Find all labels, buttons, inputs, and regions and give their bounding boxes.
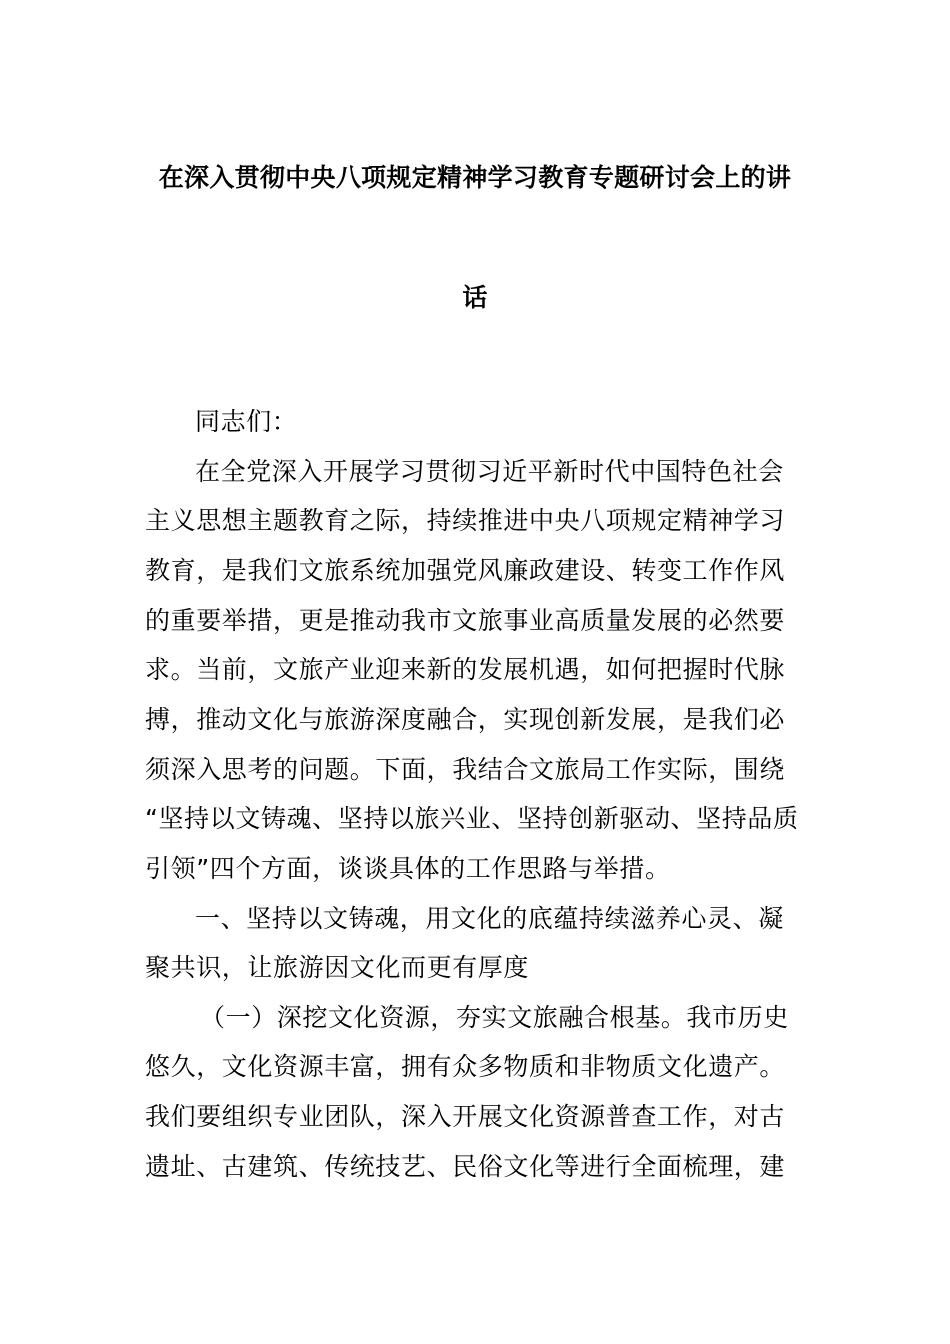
subsection-1-line-2: 悠久，文化资源丰富，拥有众多物质和非物质文化遗产。	[145, 1052, 786, 1081]
intro-line-4: 的重要举措，更是推动我市文旅事业高质量发展的必然要	[145, 606, 786, 635]
subsection-1-line-4: 遗址、古建筑、传统技艺、民俗文化等进行全面梳理，建	[145, 1152, 786, 1181]
intro-line-2: 主义思想主题教育之际，持续推进中央八项规定精神学习	[145, 506, 786, 535]
section-1-heading-line-1: 一、坚持以文铸魂，用文化的底蕴持续滋养心灵、凝	[195, 904, 784, 933]
section-1-heading-line-2: 聚共识，让旅游因文化而更有厚度	[145, 953, 530, 982]
intro-line-3: 教育，是我们文旅系统加强党风廉政建设、转变工作作风	[145, 556, 786, 585]
intro-line-8: “坚持以文铸魂、坚持以旅兴业、坚持创新驱动、坚持品质	[145, 804, 799, 833]
salutation: 同志们：	[195, 407, 298, 436]
intro-line-1: 在全党深入开展学习贯彻习近平新时代中国特色社会	[195, 457, 784, 486]
document-title-line-2: 话	[462, 283, 488, 312]
intro-line-9: 引领”四个方面，谈谈具体的工作思路与举措。	[145, 854, 671, 883]
intro-line-5: 求。当前，文旅产业迎来新的发展机遇，如何把握时代脉	[145, 655, 786, 684]
subsection-1-line-1: （一）深挖文化资源，夯实文旅融合根基。我市历史	[200, 1003, 789, 1032]
document-title-line-1: 在深入贯彻中央八项规定精神学习教育专题研讨会上的讲	[158, 163, 792, 192]
subsection-1-line-3: 我们要组织专业团队，深入开展文化资源普查工作，对古	[145, 1102, 786, 1131]
intro-line-6: 搏，推动文化与旅游深度融合，实现创新发展，是我们必	[145, 705, 786, 734]
intro-line-7: 须深入思考的问题。下面，我结合文旅局工作实际，围绕	[145, 755, 786, 784]
